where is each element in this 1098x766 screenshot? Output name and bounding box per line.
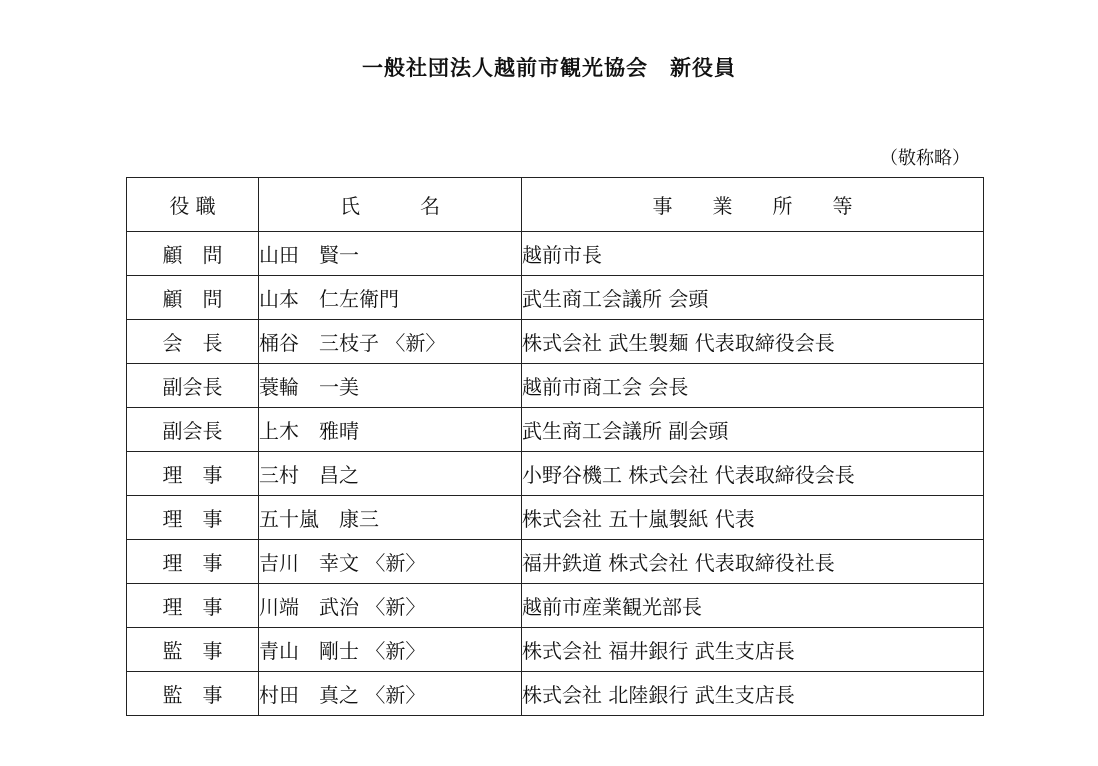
header-org: 事 業 所 等 <box>522 178 984 232</box>
role-cell: 顧 問 <box>127 232 259 276</box>
org-cell: 越前市長 <box>522 232 984 276</box>
org-cell: 小野谷機工 株式会社 代表取締役会長 <box>522 452 984 496</box>
role-cell: 理 事 <box>127 496 259 540</box>
name-cell: 蓑輪 一美 <box>259 364 522 408</box>
name-cell: 三村 昌之 <box>259 452 522 496</box>
honorific-note: （敬称略） <box>880 148 970 169</box>
table-header-row <box>127 178 984 232</box>
officers-table <box>126 177 984 716</box>
org-cell: 武生商工会議所 副会頭 <box>522 408 984 452</box>
role-cell: 副会長 <box>127 364 259 408</box>
table-row <box>127 232 984 276</box>
role-cell: 副会長 <box>127 408 259 452</box>
role-cell: 顧 問 <box>127 276 259 320</box>
document-title: 一般社団法人越前市観光協会 新役員 <box>362 56 736 80</box>
name-cell: 村田 真之 〈新〉 <box>259 672 522 716</box>
name-cell: 上木 雅晴 <box>259 408 522 452</box>
name-cell: 青山 剛士 〈新〉 <box>259 628 522 672</box>
header-role: 役 職 <box>127 178 259 232</box>
org-cell: 株式会社 福井銀行 武生支店長 <box>522 628 984 672</box>
org-cell: 株式会社 北陸銀行 武生支店長 <box>522 672 984 716</box>
table-row <box>127 496 984 540</box>
org-cell: 福井鉄道 株式会社 代表取締役社長 <box>522 540 984 584</box>
name-cell: 山田 賢一 <box>259 232 522 276</box>
role-cell: 監 事 <box>127 628 259 672</box>
name-cell: 五十嵐 康三 <box>259 496 522 540</box>
table-row <box>127 672 984 716</box>
table-row <box>127 408 984 452</box>
header-name: 氏 名 <box>259 178 522 232</box>
org-cell: 株式会社 武生製麺 代表取締役会長 <box>522 320 984 364</box>
name-cell: 桶谷 三枝子 〈新〉 <box>259 320 522 364</box>
role-cell: 理 事 <box>127 540 259 584</box>
role-cell: 理 事 <box>127 584 259 628</box>
table-row <box>127 452 984 496</box>
role-cell: 会 長 <box>127 320 259 364</box>
org-cell: 越前市商工会 会長 <box>522 364 984 408</box>
table-row <box>127 276 984 320</box>
table-row <box>127 364 984 408</box>
table-row <box>127 540 984 584</box>
org-cell: 武生商工会議所 会頭 <box>522 276 984 320</box>
role-cell: 理 事 <box>127 452 259 496</box>
table-row <box>127 628 984 672</box>
org-cell: 株式会社 五十嵐製紙 代表 <box>522 496 984 540</box>
role-cell: 監 事 <box>127 672 259 716</box>
name-cell: 川端 武治 〈新〉 <box>259 584 522 628</box>
name-cell: 山本 仁左衛門 <box>259 276 522 320</box>
org-cell: 越前市産業観光部長 <box>522 584 984 628</box>
table-row <box>127 320 984 364</box>
name-cell: 吉川 幸文 〈新〉 <box>259 540 522 584</box>
table-row <box>127 584 984 628</box>
